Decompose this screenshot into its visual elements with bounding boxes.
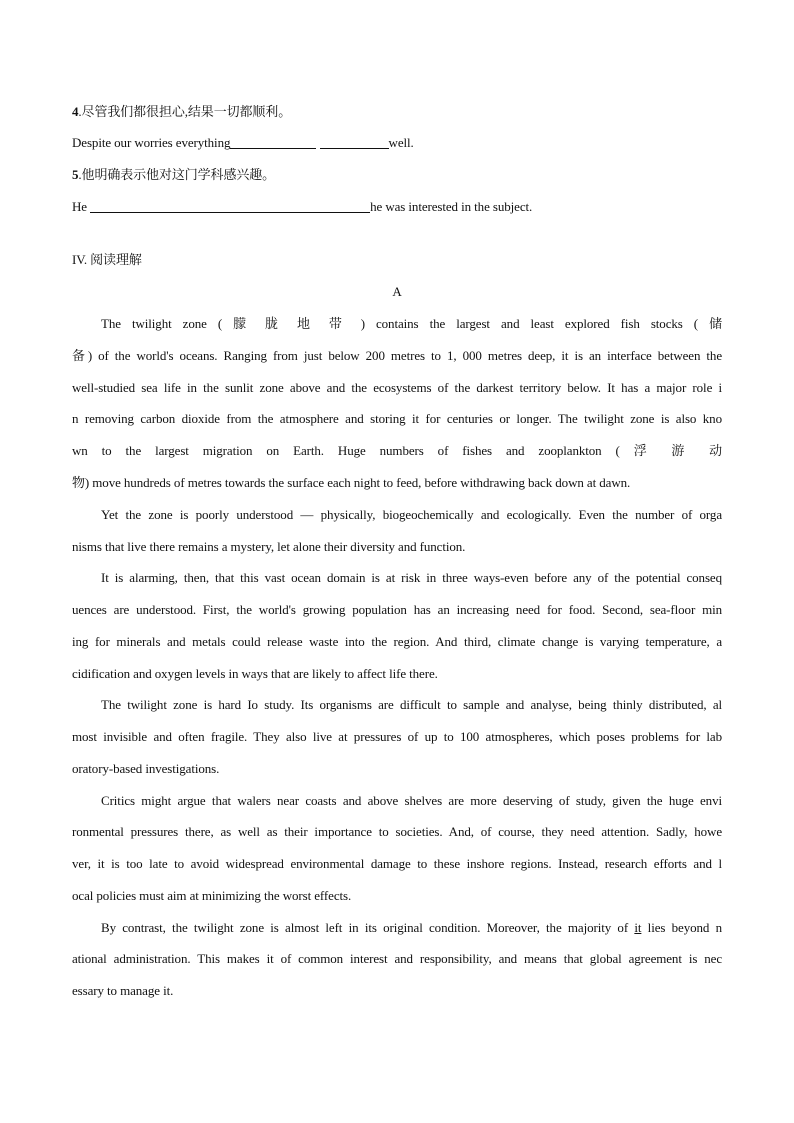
- answer-blank[interactable]: [320, 136, 389, 149]
- passage-line: Yet the zone is poorly understood — physically, biogeochemically and ecologically. Even the number of orga: [101, 507, 722, 522]
- passage-line: 备) of the world's oceans. Ranging from just below 200 metres to 1, 000 metres deep, it is an interface between the: [72, 348, 722, 363]
- passage-line: wn to the largest migration on Earth. Huge numbers of fishes and zooplankton ( 浮 游 动: [72, 443, 722, 458]
- passage-line: oratory-based investigations.: [72, 761, 220, 776]
- passage-line: essary to manage it.: [72, 983, 174, 998]
- passage-line: n removing carbon dioxide from the atmosphere and storing it for centuries or longer. The twilight zone is also kno: [72, 411, 722, 426]
- question-5-english: He he was interested in the subject.: [72, 199, 533, 214]
- passage-line: ronmental pressures there, as well as their importance to societies. And, of course, they need attention. Sadly, howe: [72, 824, 722, 839]
- question-4-chinese: 4.尽管我们都很担心,结果一切都顺利。: [72, 104, 292, 119]
- answer-blank[interactable]: [90, 200, 370, 213]
- passage-line: It is alarming, then, that this vast ocean domain is at risk in three ways-even before any of the potential conseq: [101, 570, 722, 585]
- section-title: IV. 阅读理解: [72, 252, 142, 267]
- passage-line: nisms that live there remains a mystery, let alone their diversity and function.: [72, 539, 466, 554]
- passage-line: 物) move hundreds of metres towards the surface each night to feed, before withdrawing back down at dawn.: [72, 475, 631, 490]
- passage-line: cidification and oxygen levels in ways that are likely to affect life there.: [72, 666, 438, 681]
- passage-line: The twilight zone is hard Io study. Its organisms are difficult to sample and analyse, being thinly distributed, al: [101, 697, 722, 712]
- answer-blank[interactable]: [230, 136, 316, 149]
- passage-line: most invisible and often fragile. They also live at pressures of up to 100 atmospheres, which poses problems for lab: [72, 729, 722, 744]
- passage-label: A: [392, 284, 402, 299]
- passage-line: Critics might argue that walers near coasts and above shelves are more deserving of study, given the huge envi: [101, 793, 722, 808]
- question-5-chinese: 5.他明确表示他对这门学科感兴趣。: [72, 167, 276, 182]
- passage-line: well-studied sea life in the sunlit zone above and the ecosystems of the darkest territory below. It has a major role i: [72, 380, 722, 395]
- question-4-english: Despite our worries everything well.: [72, 135, 414, 150]
- passage-line: ing for minerals and metals could release waste into the region. And third, climate change is varying temperature, a: [72, 634, 722, 649]
- passage-line: ational administration. This makes it of common interest and responsibility, and means that global agreement is nec: [72, 951, 722, 966]
- underlined-word: it: [634, 920, 642, 935]
- passage-line: The twilight zone ( 朦 胧 地 带 ) contains the largest and least explored fish stocks ( 储: [101, 316, 722, 331]
- passage-line: uences are understood. First, the world's growing population has an increasing need for food. Second, sea-floor min: [72, 602, 722, 617]
- passage-line: By contrast, the twilight zone is almost left in its original condition. Moreover, the majority of it lies beyond n: [101, 920, 722, 935]
- passage-line: ocal policies must aim at minimizing the worst effects.: [72, 888, 352, 903]
- passage-line: ver, it is too late to avoid widespread environmental damage to these inshore regions. Instead, research efforts and l: [72, 856, 722, 871]
